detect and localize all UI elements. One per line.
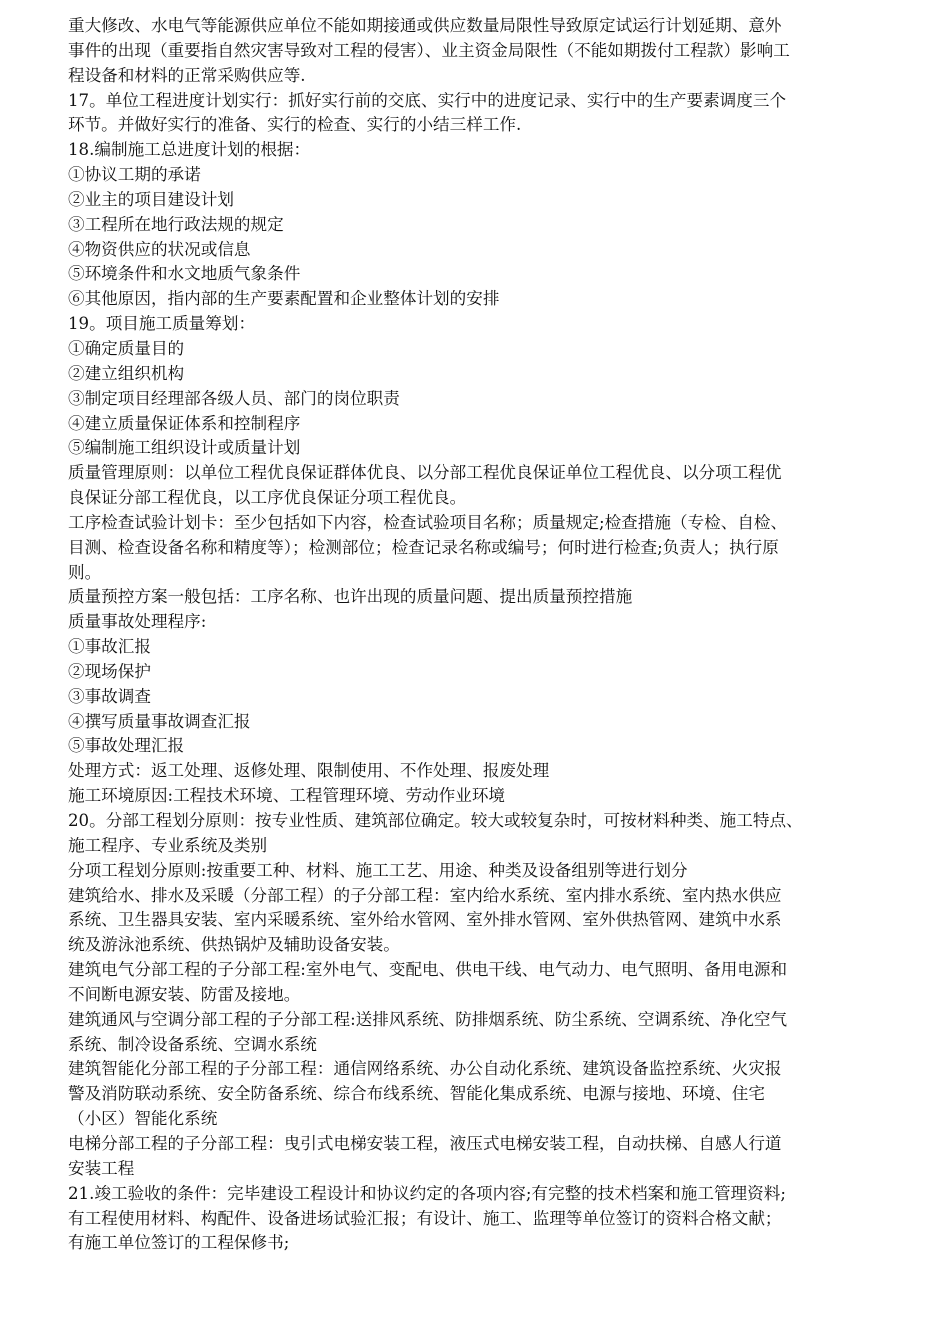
text-line: 良保证分部工程优良，以工序优良保证分项工程优良。 bbox=[68, 488, 467, 508]
text-line: 目测、检查设备名称和精度等）；检测部位；检查记录名称或编号；何时进行检查;负责人；执行原 bbox=[68, 537, 779, 557]
text-line: 质量预控方案一般包括：工序名称、也许出现的质量问题、提出质量预控措施 bbox=[68, 587, 633, 607]
list-item: ④物资供应的状况或信息 bbox=[68, 239, 251, 259]
list-item: ④建立质量保证体系和控制程序 bbox=[68, 413, 301, 433]
text-line: 建筑给水、排水及采暖（分部工程）的子分部工程：室内给水系统、室内排水系统、室内热水供应 bbox=[68, 885, 782, 905]
list-item: ⑥其他原因，指内部的生产要素配置和企业整体计划的安排 bbox=[68, 289, 500, 309]
text-line: 建筑电气分部工程的子分部工程:室外电气、变配电、供电干线、电气动力、电气照明、备用电源和 bbox=[68, 960, 788, 980]
text-line: 统及游泳池系统、供热锅炉及辅助设备安装。 bbox=[68, 935, 400, 955]
list-item: ②现场保护 bbox=[68, 661, 151, 681]
list-item: ③制定项目经理部各级人员、部门的岗位职责 bbox=[68, 388, 400, 408]
text-line: 电梯分部工程的子分部工程：曳引式电梯安装工程，液压式电梯安装工程，自动扶梯、自感人行道 bbox=[68, 1133, 782, 1153]
text-line: 系统、卫生器具安装、室内采暖系统、室外给水管网、室外排水管网、室外供热管网、建筑中水系 bbox=[68, 910, 782, 930]
text-line: 事件的出现（重要指自然灾害导致对工程的侵害）、业主资金局限性（不能如期拨付工程款）影响工 bbox=[68, 40, 790, 60]
text-line: 17。单位工程进度计划实行：抓好实行前的交底、实行中的进度记录、实行中的生产要素调度三个 bbox=[68, 90, 787, 110]
text-line: 安装工程 bbox=[68, 1158, 135, 1178]
section-heading: 19。项目施工质量筹划： bbox=[68, 314, 256, 334]
list-item: ③事故调查 bbox=[68, 686, 151, 706]
document-body bbox=[68, 14, 904, 1256]
text-line: 工序检查试验计划卡：至少包括如下内容，检查试验项目名称；质量规定;检查措施（专检、自检、 bbox=[68, 512, 788, 532]
text-line: 建筑智能化分部工程的子分部工程：通信网络系统、办公自动化系统、建筑设备监控系统、火灾报 bbox=[68, 1059, 782, 1079]
list-item: ②建立组织机构 bbox=[68, 363, 185, 383]
text-line: （小区）智能化系统 bbox=[68, 1109, 218, 1129]
text-line: 系统、制冷设备系统、空调水系统 bbox=[68, 1034, 317, 1054]
list-item: ⑤编制施工组织设计或质量计划 bbox=[68, 438, 301, 458]
text-line: 程设备和材料的正常采购供应等. bbox=[68, 65, 306, 85]
list-item: ②业主的项目建设计划 bbox=[68, 189, 234, 209]
list-item: ⑤事故处理汇报 bbox=[68, 736, 185, 756]
text-line: 建筑通风与空调分部工程的子分部工程:送排风系统、防排烟系统、防尘系统、空调系统、净化空气 bbox=[68, 1009, 788, 1029]
text-line: 环节。并做好实行的准备、实行的检查、实行的小结三样工作. bbox=[68, 115, 522, 135]
section-heading: 18.编制施工总进度计划的根据： bbox=[68, 140, 311, 160]
list-item: ④撰写质量事故调查汇报 bbox=[68, 711, 251, 731]
section-heading: 20。分部工程划分原则：按专业性质、建筑部位确定。较大或较复杂时，可按材料种类、施工特点、 bbox=[68, 811, 803, 830]
text-line: 不间断电源安装、防雷及接地。 bbox=[68, 984, 301, 1004]
list-item: ①事故汇报 bbox=[68, 637, 151, 657]
text-line: 分项工程划分原则:按重要工种、材料、施工工艺、用途、种类及设备组别等进行划分 bbox=[68, 860, 688, 880]
text-line: 则。 bbox=[68, 562, 102, 582]
text-line: 警及消防联动系统、安全防备系统、综合布线系统、智能化集成系统、电源与接地、环境、住宅 bbox=[68, 1084, 765, 1104]
text-line: 质量管理原则：以单位工程优良保证群体优良、以分部工程优良保证单位工程优良、以分项工程优 bbox=[68, 463, 782, 483]
list-item: ①协议工期的承诺 bbox=[68, 165, 201, 185]
text-line: 有工程使用材料、构配件、设备进场试验汇报；有设计、施工、监理等单位签订的资料合格文献； bbox=[68, 1208, 782, 1228]
list-item: ⑤环境条件和水文地质气象条件 bbox=[68, 264, 301, 284]
text-line: 施工程序、专业系统及类别 bbox=[68, 835, 268, 855]
list-item: ①确定质量目的 bbox=[68, 338, 185, 358]
section-heading: 21.竣工验收的条件：完毕建设工程设计和协议约定的各项内容;有完整的技术档案和施工管理资料; bbox=[68, 1183, 786, 1203]
text-line: 质量事故处理程序: bbox=[68, 612, 207, 632]
text-line: 重大修改、水电气等能源供应单位不能如期接通或供应数量局限性导致原定试运行计划延期、意外 bbox=[68, 16, 782, 35]
text-line: 处理方式：返工处理、返修处理、限制使用、不作处理、报废处理 bbox=[68, 761, 550, 781]
text-line: 有施工单位签订的工程保修书; bbox=[68, 1233, 290, 1253]
list-item: ③工程所在地行政法规的规定 bbox=[68, 214, 284, 234]
text-line: 施工环境原因:工程技术环境、工程管理环境、劳动作业环境 bbox=[68, 786, 506, 806]
